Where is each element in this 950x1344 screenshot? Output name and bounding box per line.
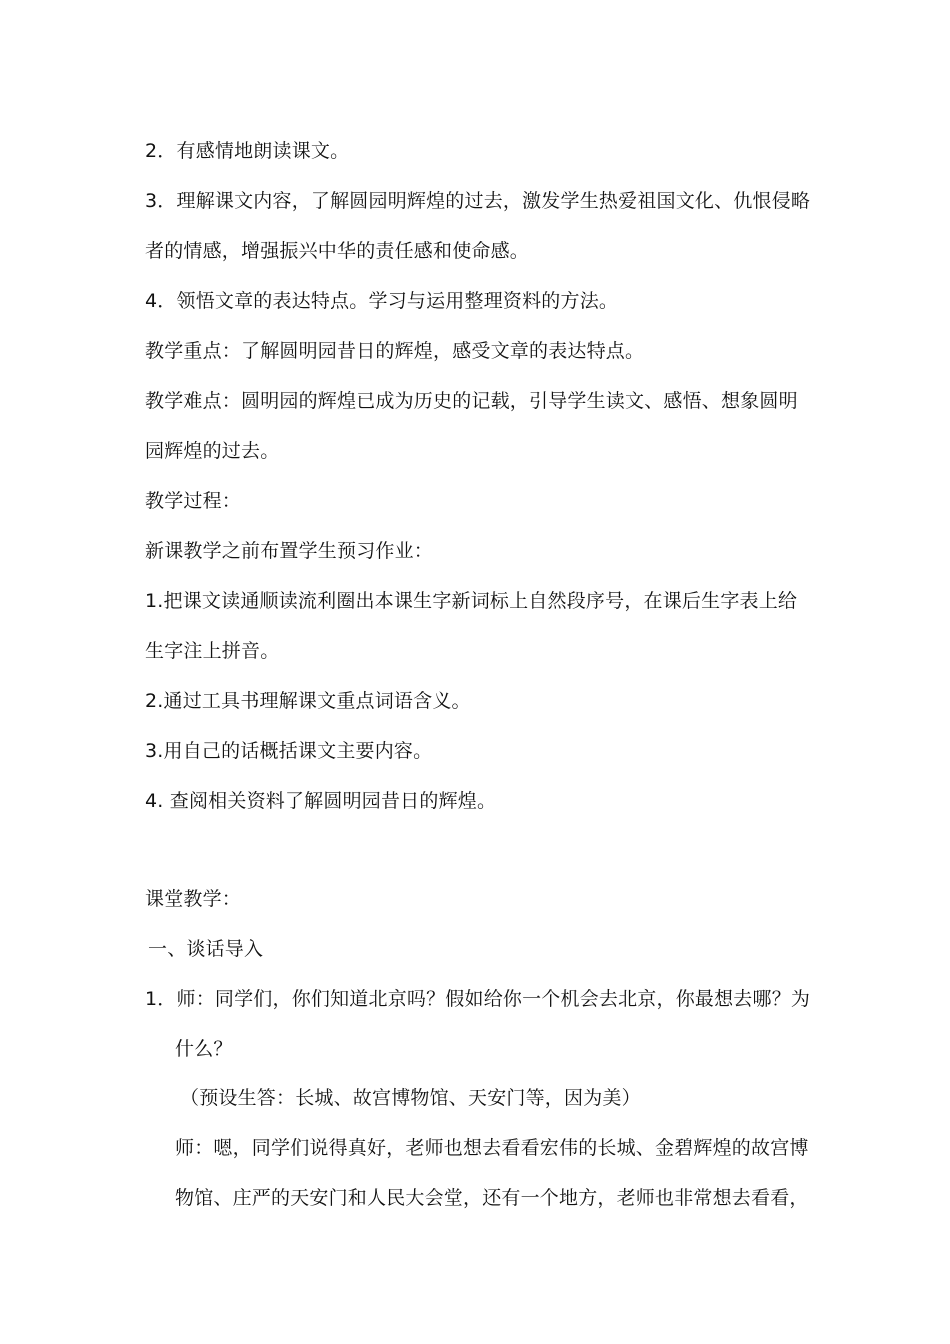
homework-2: 2.通过工具书理解课文重点词语含义。 <box>145 690 471 712</box>
objective-3-line-2: 者的情感，增强振兴中华的责任感和使命感。 <box>145 240 530 262</box>
teaching-difficulty-line-1: 教学难点：圆明园的辉煌已成为历史的记载，引导学生读文、感悟、想象圆明 <box>145 390 798 412</box>
teacher-line-2: 物馆、庄严的天安门和人民大会堂，还有一个地方，老师也非常想去看看， <box>175 1187 809 1209</box>
step-1-line-1: 1．师：同学们，你们知道北京吗？假如给你一个机会去北京，你最想去哪？为 <box>145 988 811 1010</box>
classroom-teaching-heading: 课堂教学： <box>145 888 242 910</box>
teaching-process-heading: 教学过程： <box>145 490 242 512</box>
step-1-line-2: 什么？ <box>175 1038 233 1060</box>
homework-1-line-2: 生字注上拼音。 <box>145 640 280 662</box>
homework-4: 4. 查阅相关资料了解圆明园昔日的辉煌。 <box>145 790 497 812</box>
objective-2: 2．有感情地朗读课文。 <box>145 140 350 162</box>
teaching-focus: 教学重点：了解圆明园昔日的辉煌，感受文章的表达特点。 <box>145 340 645 362</box>
homework-1-line-1: 1.把课文读通顺读流利圈出本课生字新词标上自然段序号，在课后生字表上给 <box>145 590 798 612</box>
section-1-heading: 一、谈话导入 <box>148 938 264 960</box>
objective-4: 4．领悟文章的表达特点。学习与运用整理资料的方法。 <box>145 290 619 312</box>
teaching-difficulty-line-2: 园辉煌的过去。 <box>145 440 280 462</box>
objective-3-line-1: 3．理解课文内容，了解圆园明辉煌的过去，激发学生热爱祖国文化、仇恨侵略 <box>145 190 811 212</box>
preview-homework-heading: 新课教学之前布置学生预习作业： <box>145 540 434 562</box>
teacher-line-1: 师：嗯，同学们说得真好，老师也想去看看宏伟的长城、金碧辉煌的故宫博 <box>175 1137 809 1159</box>
expected-answer: （预设生答：长城、故宫博物馆、天安门等，因为美） <box>180 1087 641 1109</box>
homework-3: 3.用自己的话概括课文主要内容。 <box>145 740 433 762</box>
